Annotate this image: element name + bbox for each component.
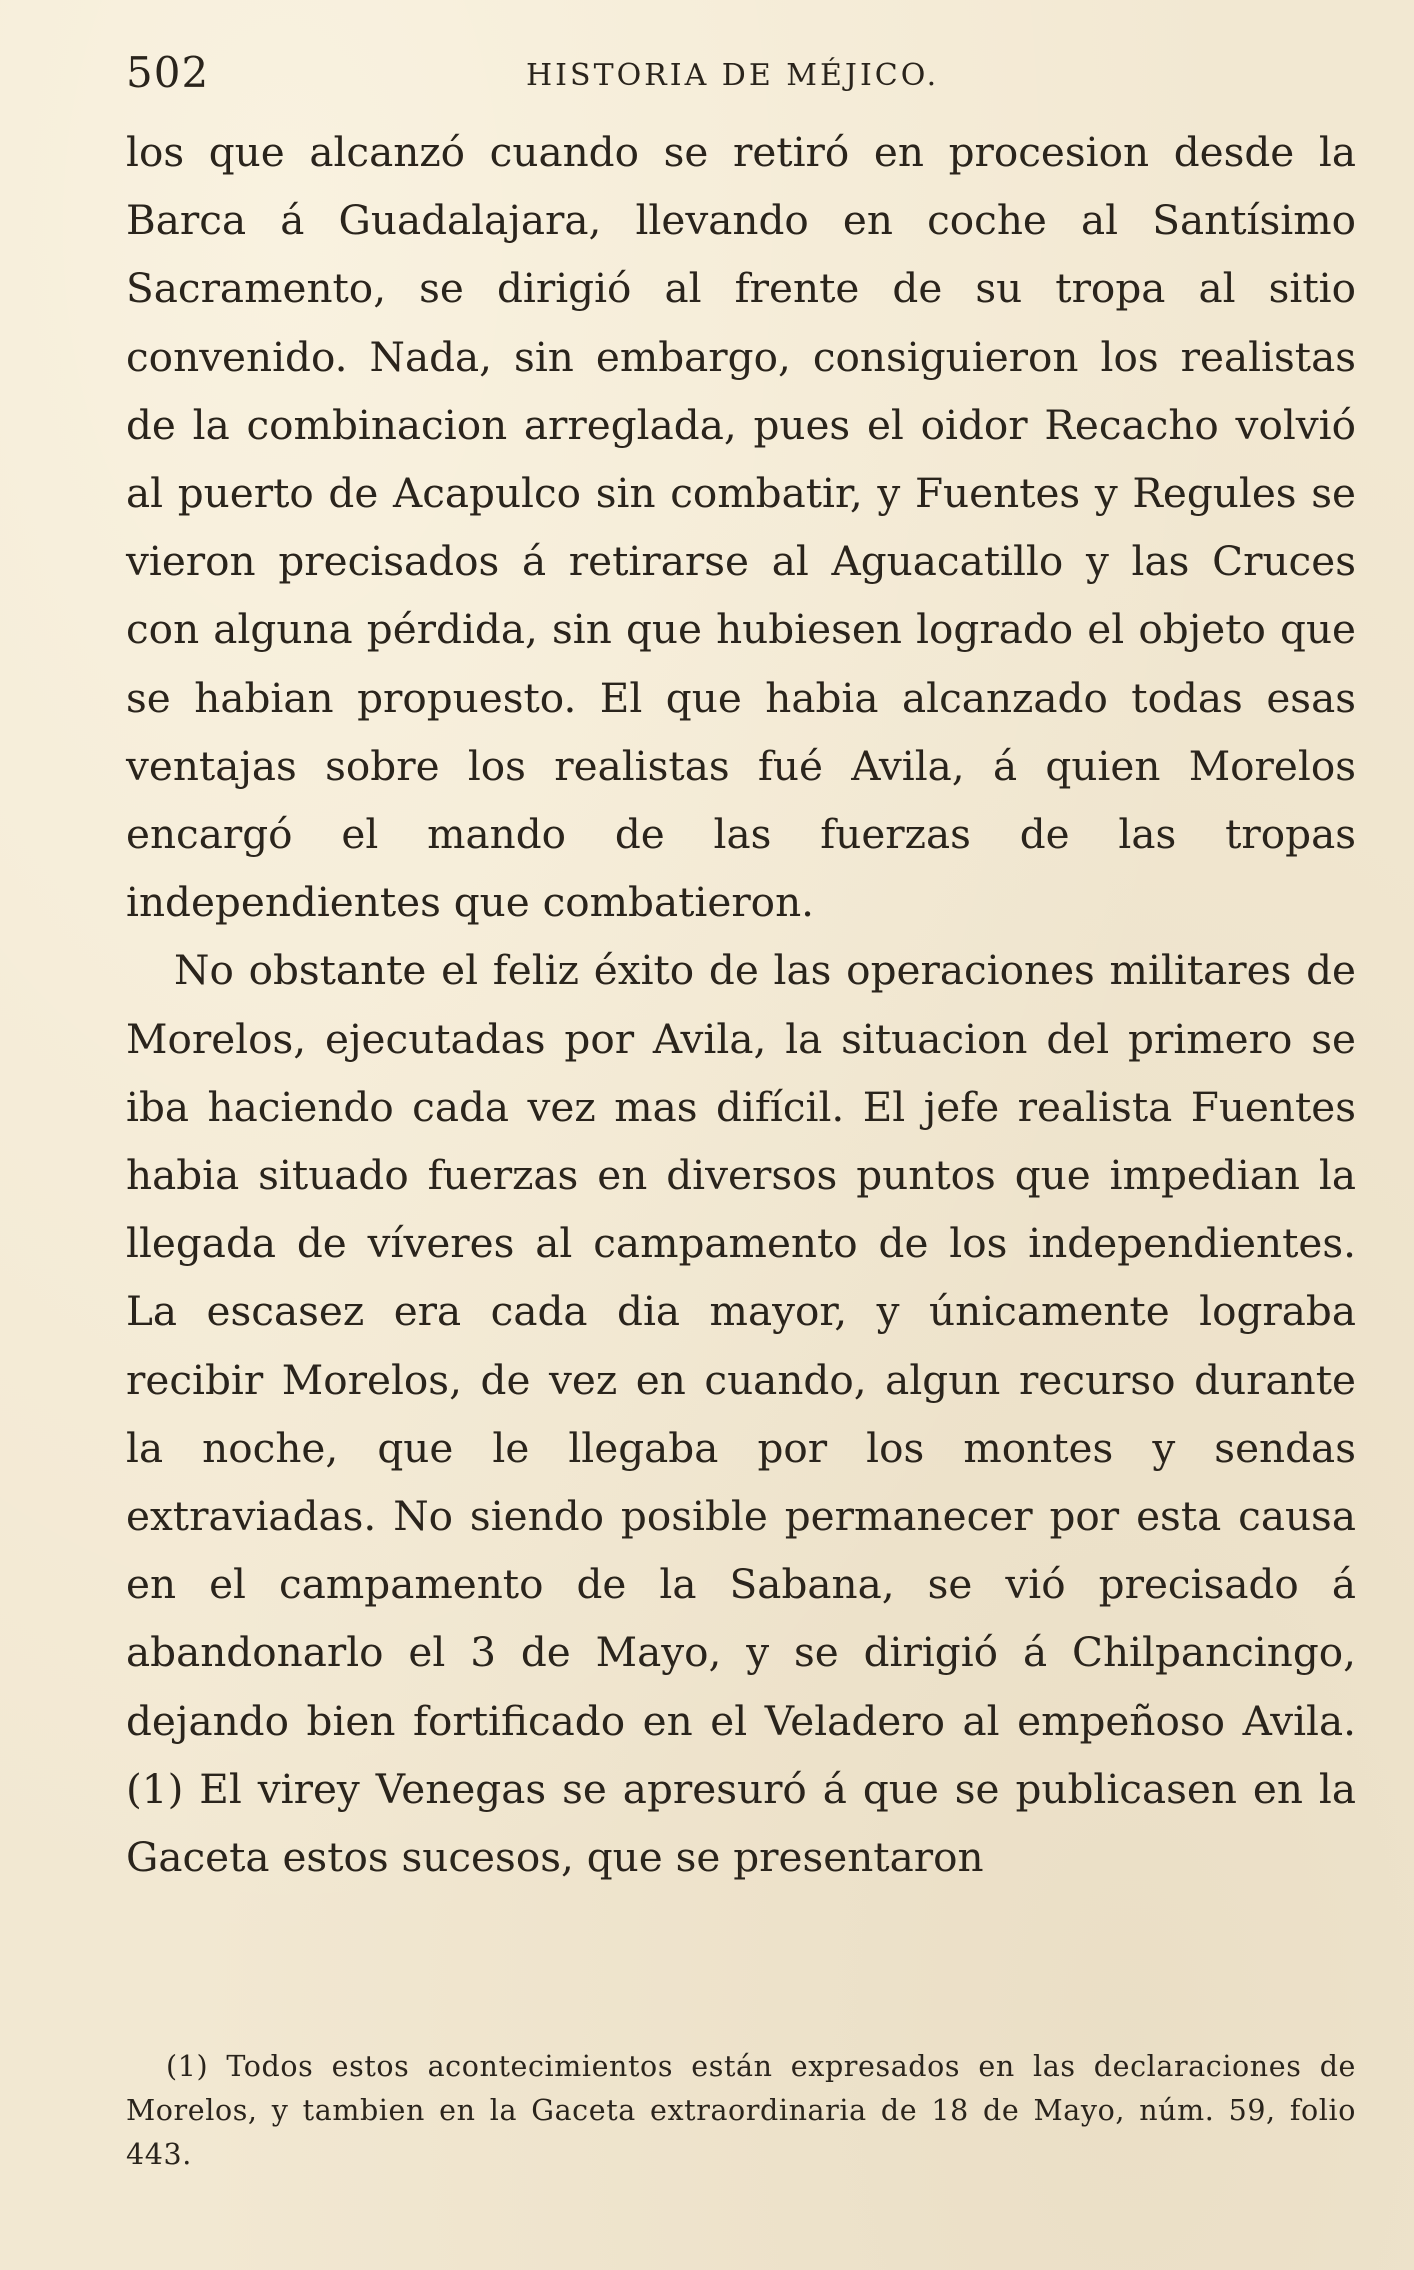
paragraph-2: No obstante el feliz éxito de las operaciones militares de Morelos, ejecutadas por Avila, la situacion del primero se iba haciendo cada vez mas difícil. El jefe realista Fuentes habia situado fuerzas en diversos puntos que impedian la llegada de víveres al campamento de los independientes. La escasez era cada dia mayor, y únicamente lograba recibir Morelos, de vez en cuando, algun recurso durante la noche, que le llegaba por los montes y sendas extraviadas. No siendo posible permanecer por esta causa en el campamento de la Sabana, se vió precisado á abandonarlo el 3 de Mayo, y se dirigió á Chilpancingo, dejando bien fortificado en el Veladero al empeñoso Avila. (1) El virey Venegas se apresuró á que se publicasen en la Gaceta estos sucesos, que se presentaron [126, 946, 1356, 1882]
footnote-text: (1) Todos estos acontecimientos están expresados en las declaraciones de Morelos, y tambien en la Gaceta extraordinaria de 18 de Mayo, núm. 59, folio 443. [126, 2050, 1356, 2171]
page-header [126, 48, 1356, 108]
page-number: 502 [126, 48, 210, 97]
paragraph-1: los que alcanzó cuando se retiró en procesion desde la Barca á Guadalajara, llevando en coche al Santísimo Sacramento, se dirigió al frente de su tropa al sitio convenido. Nada, sin embargo, consiguieron los realistas de la combinacion arreglada, pues el oidor Recacho volvió al puerto de Acapulco sin combatir, y Fuentes y Regules se vieron precisados á retirarse al Aguacatillo y las Cruces con alguna pérdida, sin que hubiesen logrado el objeto que se habian propuesto. El que habia alcanzado todas esas ventajas sobre los realistas fué Avila, á quien Morelos encargó el mando de las fuerzas de las tropas independientes que combatieron. [126, 128, 1356, 927]
running-title: HISTORIA DE MÉJICO. [526, 58, 940, 93]
body-text [126, 118, 1356, 1891]
footnote [126, 2045, 1356, 2177]
